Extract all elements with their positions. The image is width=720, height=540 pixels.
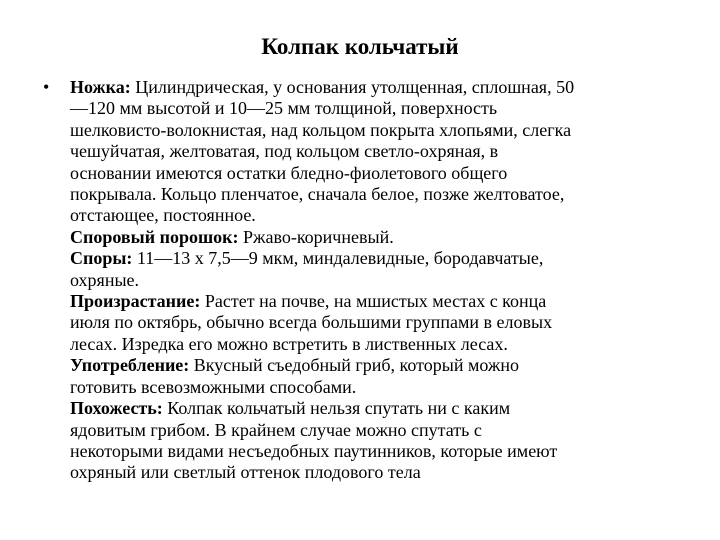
text-line: Растет на почве, на мшистых местах с конца (204, 291, 547, 312)
section-spore-powder (70, 227, 695, 248)
section-label: Произрастание: (70, 291, 201, 312)
text-line: Цилиндрическая, у основания утолщенная, сплошная, 50 (135, 77, 575, 97)
text-line: охряный или светлый оттенок плодового тела (70, 462, 421, 483)
text-line: ядовитым грибом. В крайнем случае можно спутать с (70, 419, 482, 440)
section-stem (70, 77, 695, 227)
section-label: Споровый порошок: (70, 226, 239, 247)
text-line: Вкусный съедобный гриб, который можно (193, 355, 520, 376)
bullet-marker: • (43, 77, 50, 97)
text-line: основании имеются остатки бледно-фиолетового общего (70, 162, 508, 183)
text-line: лесах. Изредка его можно встретить в лиственных лесах. (70, 333, 508, 354)
text-line: готовить всевозможными способами. (70, 376, 357, 397)
text-line: охряные. (70, 269, 140, 290)
text-line: Ржаво-коричневый. (243, 226, 394, 247)
section-label: Употребление: (70, 355, 190, 376)
text-line: 11—13 х 7,5—9 мкм, миндалевидные, бородавчатые, (136, 248, 544, 269)
section-habitat (70, 291, 695, 355)
text-line: —120 мм высотой и 10—25 мм толщиной, поверхность (70, 98, 498, 119)
section-label: Ножка: (70, 77, 131, 97)
text-line: Колпак кольчатый нельзя спутать ни с каким (167, 398, 511, 419)
section-similarity (70, 398, 695, 484)
text-line: шелковисто-волокнистая, над кольцом покрыта хлопьями, слегка (70, 119, 572, 140)
section-spores (70, 248, 695, 291)
text-line: чешуйчатая, желтоватая, под кольцом светло-охряная, в (70, 141, 499, 162)
section-label: Споры: (70, 248, 133, 269)
slide-title: Колпак кольчатый (261, 34, 459, 59)
description-block (70, 77, 695, 484)
section-label: Похожесть: (70, 398, 163, 419)
text-line: отстающее, постоянное. (70, 205, 256, 226)
section-usage (70, 355, 695, 398)
text-line: июля по октябрь, обычно всегда большими группами в еловых (70, 312, 553, 333)
text-line: покрывала. Кольцо пленчатое, сначала белое, позже желтоватое, (70, 184, 565, 205)
text-line: некоторыми видами несъедобных паутинников, которые имеют (70, 440, 558, 461)
